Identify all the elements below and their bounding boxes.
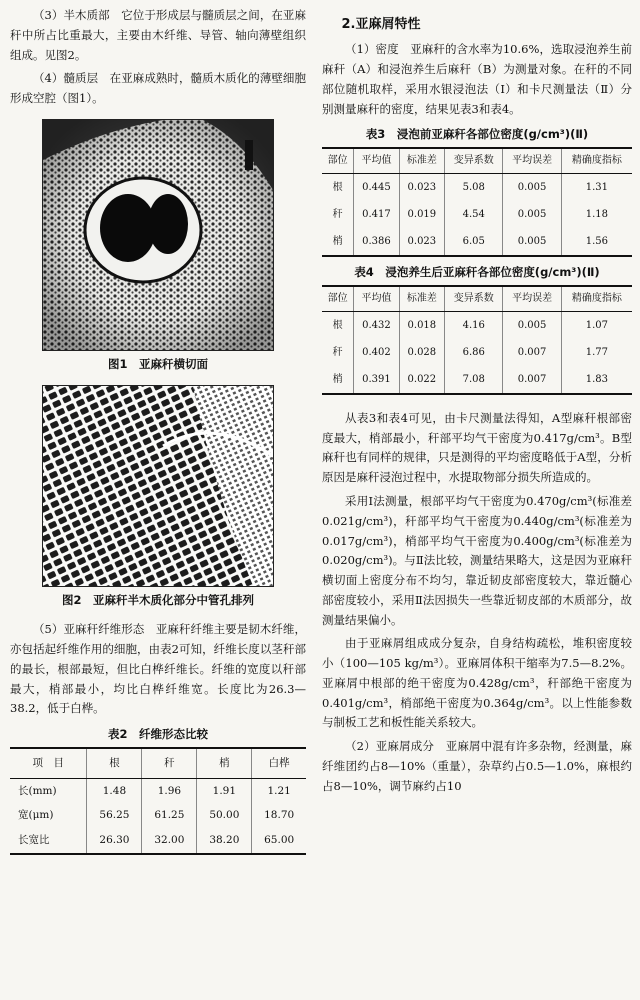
table-cell: 0.432 — [354, 311, 399, 339]
paragraph-composition: （2）亚麻屑成分 亚麻屑中混有许多杂物，经测量，麻纤维团约占8—10%（重量），杂草约占0.5—1.0%，麻根约占8—10%，调节麻约占10 — [322, 739, 632, 793]
table-2-fiber-morphology — [10, 747, 306, 855]
table-cell: 1.56 — [561, 228, 632, 256]
table-row — [10, 803, 306, 828]
table-cell: 0.005 — [503, 174, 561, 202]
table-cell: 长宽比 — [18, 834, 50, 847]
table-row — [10, 778, 306, 803]
table-header: 平均误差 — [503, 148, 561, 174]
table-cell: 1.48 — [87, 778, 142, 803]
table-cell: 长(mm) — [18, 784, 57, 797]
table-cell: 0.005 — [503, 311, 561, 339]
left-column — [10, 6, 306, 855]
table-row — [322, 174, 632, 202]
table-cell: 1.96 — [142, 778, 197, 803]
table-cell: 0.005 — [503, 201, 561, 228]
section-title: 2.亚麻屑特性 — [341, 17, 421, 32]
table-cell: 5.08 — [445, 174, 503, 202]
paragraph-semi-xylem: （3）半木质部 它位于形成层与髓质层之间，在亚麻秆中所占比重最大，主要由木纤维、导管、轴向薄壁组织组成。见图2。 — [10, 8, 306, 62]
right-column — [322, 6, 632, 801]
table-cell: 1.77 — [561, 339, 632, 366]
table-2-header-row — [10, 748, 306, 778]
table-cell: 0.386 — [354, 228, 399, 256]
table-header: 梢 — [197, 748, 252, 778]
paragraph-fiber-morphology: （5）亚麻秆纤维形态 亚麻秆纤维主要是韧木纤维，亦包括起纤维作用的细胞，由表2可知，纤维长度以茎秆部的最长，根部最短，但比白桦纤维长。纤维的宽度以秆部最大，梢部最小，均比白桦纤维宽。长度比为26.3—38.2，低于白桦。 — [10, 622, 306, 716]
figure-2-caption: 图2 亚麻秆半木质化部分中管孔排列 — [62, 592, 254, 607]
table-cell: 7.08 — [445, 366, 503, 394]
table-header: 部位 — [322, 286, 354, 312]
table-cell: 根 — [332, 319, 343, 331]
table-row — [322, 201, 632, 228]
table-3-header-row — [322, 148, 632, 174]
table-cell: 0.391 — [354, 366, 399, 394]
paragraph-method-comparison: 采用Ⅰ法测量，根部平均气干密度为0.470g/cm³(标准差0.021g/cm³)，秆部平均气干密度为0.440g/cm³(标准差为0.017g/cm³)，梢部平均气干密度为0.400g/cm³(标准差为0.020g/cm³)。与Ⅱ法比较，测量结果略大，这是因为亚麻秆横切面上密度分布不均匀，靠近韧皮部密度较大，靠近髓心部密度较小，采用Ⅱ法因损失一些靠近韧皮部的木质部分，故测量结果偏小。 — [322, 494, 632, 627]
table-cell: 0.007 — [503, 366, 561, 394]
table-row — [322, 228, 632, 256]
table-cell: 0.005 — [503, 228, 561, 256]
table-cell: 6.05 — [445, 228, 503, 256]
table-cell: 1.31 — [561, 174, 632, 202]
paragraph-density: （1）密度 亚麻秆的含水率为10.6%，选取浸泡养生前麻秆（A）和浸泡养生后麻秆（B）为测量对象。在秆的不同部位随机取样，采用水银浸泡法（Ⅰ）和卡尺测量法（Ⅱ）分别测量麻秆的密度，结果见表3和表4。 — [322, 42, 632, 116]
table-4-header-row — [322, 286, 632, 312]
table-cell: 1.21 — [252, 778, 306, 803]
cross-section-micrograph — [43, 120, 273, 350]
table-cell: 梢 — [332, 373, 343, 385]
table-header: 平均值 — [354, 286, 399, 312]
table-header: 项 目 — [10, 748, 87, 778]
table-cell: 0.007 — [503, 339, 561, 366]
table-cell: 0.023 — [399, 228, 444, 256]
table-cell: 宽(μm) — [18, 809, 54, 822]
table-row — [10, 828, 306, 854]
table-cell: 0.445 — [354, 174, 399, 202]
paragraph-bulk-density: 由于亚麻屑组成成分复杂，自身结构疏松，堆积密度较小（100—105 kg/m³）。亚麻屑体积干缩率为7.5—8.2%。亚麻屑中根部的绝干密度为0.428g/cm³，秆部绝干密度为0.401g/cm³，梢部绝干密度为0.364g/cm³。以上性能参数与制板工艺和板性能关系较大。 — [322, 636, 632, 730]
table-cell: 0.019 — [399, 201, 444, 228]
table-cell: 根 — [332, 182, 343, 194]
table-cell: 50.00 — [197, 803, 252, 828]
table-header: 标准差 — [399, 148, 444, 174]
table-cell: 26.30 — [87, 828, 142, 854]
table-header: 秆 — [142, 748, 197, 778]
table-header: 根 — [87, 748, 142, 778]
table-header: 变异系数 — [445, 286, 503, 312]
table-cell: 4.16 — [445, 311, 503, 339]
table-cell: 32.00 — [142, 828, 197, 854]
table-row — [322, 311, 632, 339]
table-cell: 38.20 — [197, 828, 252, 854]
table-header: 平均误差 — [503, 286, 561, 312]
table-cell: 秆 — [332, 209, 343, 221]
table-3-density-before-soaking — [322, 147, 632, 257]
table-header: 精确度指标 — [561, 286, 632, 312]
figure-1-caption: 图1 亚麻秆横切面 — [107, 356, 208, 371]
table-4-density-after-soaking — [322, 285, 632, 395]
table-cell: 0.023 — [399, 174, 444, 202]
table-header: 变异系数 — [445, 148, 503, 174]
table-row — [322, 366, 632, 394]
table-cell: 56.25 — [87, 803, 142, 828]
figure-1-cross-section — [42, 119, 274, 351]
table-cell: 6.86 — [445, 339, 503, 366]
table-cell: 秆 — [332, 346, 343, 358]
table-cell: 0.402 — [354, 339, 399, 366]
table-cell: 0.018 — [399, 311, 444, 339]
figure-2-vessel-arrangement — [42, 385, 274, 587]
table-cell: 0.028 — [399, 339, 444, 366]
table-cell: 65.00 — [252, 828, 306, 854]
table-cell: 梢 — [332, 236, 343, 248]
table-4-caption: 表4 浸泡养生后亚麻秆各部位密度(g/cm³)(Ⅱ) — [354, 265, 600, 280]
table-cell: 0.022 — [399, 366, 444, 394]
table-cell: 0.417 — [354, 201, 399, 228]
table-cell: 1.18 — [561, 201, 632, 228]
table-cell: 1.83 — [561, 366, 632, 394]
table-header: 部位 — [322, 148, 354, 174]
vessel-micrograph — [43, 386, 273, 586]
table-cell: 1.07 — [561, 311, 632, 339]
table-cell: 61.25 — [142, 803, 197, 828]
table-header: 白桦 — [252, 748, 306, 778]
paragraph-density-analysis: 从表3和表4可见，由卡尺测量法得知，A型麻秆根部密度最大，梢部最小，秆部平均气干密度为0.417g/cm³。B型麻秆也有同样的规律，只是测得的平均密度略低于A型，分析原因是麻秆浸泡过程中，水提取物部分损失所造成的。 — [322, 410, 632, 485]
table-header: 精确度指标 — [561, 148, 632, 174]
table-row — [322, 339, 632, 366]
table-header: 标准差 — [399, 286, 444, 312]
table-cell: 1.91 — [197, 778, 252, 803]
table-3-caption: 表3 浸泡前亚麻秆各部位密度(g/cm³)(Ⅱ) — [365, 127, 589, 142]
paragraph-pith: （4）髓质层 在亚麻成熟时，髓质木质化的薄壁细胞形成空腔（图1）。 — [10, 71, 306, 106]
table-cell: 18.70 — [252, 803, 306, 828]
table-cell: 4.54 — [445, 201, 503, 228]
table-2-caption: 表2 纤维形态比较 — [107, 727, 208, 742]
table-header: 平均值 — [354, 148, 399, 174]
